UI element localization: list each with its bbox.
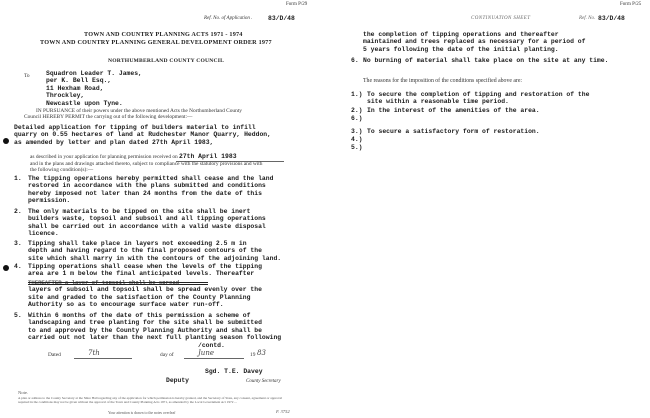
reasons-heading: The reasons for the imposition of the conditions specified above are: bbox=[363, 78, 523, 84]
continuation-label: CONTINUATION SHEET bbox=[471, 16, 531, 21]
continuation-sheet-page: Form P/25 CONTINUATION SHEET Ref. No. 83/D/48 the completion of tipping operations and thereafter maintained and trees replaced as necessary for a period of 5 years following the date of the initial planting. 6. No burning of material shall take place on the site at any time. The reasons for the imposition of the conditions specified above are: 1.) To secure the completion of tipping and restoration of the site within a reasonable time period. 2.) In the interest of the amenities of the area. 6.) 3.) To secure a satisfactory form of restoration. 4.) 5.) bbox=[333, 0, 650, 418]
strike-through bbox=[28, 284, 208, 285]
punch-hole bbox=[3, 265, 9, 271]
underline bbox=[74, 358, 132, 359]
dated-month: June bbox=[198, 349, 214, 357]
pursuance-paragraph: IN PURSUANCE of their powers under the above mentioned Acts the Northumberland County Council HEREBY PERMIT the carrying out of the following development:— bbox=[24, 108, 243, 121]
reason-5: 5.) bbox=[351, 144, 363, 151]
address-line: 11 Hexham Road, bbox=[46, 84, 104, 92]
described-label: as described in your application for planning permission received on bbox=[30, 154, 178, 160]
underline bbox=[184, 358, 244, 359]
address-line: Throckley, bbox=[46, 92, 85, 100]
reason-4: 4.) bbox=[351, 136, 363, 143]
note-label: Note. bbox=[18, 390, 29, 395]
development-description: Detailed application for tipping of builders material to infill quarry on 0.55 hectares of land at Rudchester Manor Quarry, Heddon, as amended by letter and plan dated 27th April 1983, bbox=[14, 124, 271, 146]
year-prefix: 19 bbox=[250, 352, 256, 358]
footnote: A plan or address to the County Secretary at the Shire Hall regarding any of the application for which permission is hereby granted, and the Secretary of State, any consent, agreement or approval required in the conditions may not be given without the approval of the Town and County Planning Acts 1971, as amended by the Local Government Act 1972 ... bbox=[18, 396, 283, 404]
continued-condition: the completion of tipping operations and thereafter maintained and trees replaced as necessary for a period of 5 years following the date of the initial planting. bbox=[363, 31, 586, 53]
condition-6-text: No burning of material shall take place on the site at any time. bbox=[363, 57, 609, 64]
address-line: per K. Bell Esq., bbox=[46, 77, 112, 85]
dated-label: Dated bbox=[48, 352, 61, 358]
acts-heading: TOWN AND COUNTRY PLANNING ACTS 1971 - 1974 bbox=[84, 31, 243, 38]
permission-notice-page: Form P/29 Ref. No. of Application . 83/D/48 TOWN AND COUNTRY PLANNING ACTS 1971 - 1974 TOWN AND COUNTRY PLANNING GENERAL DEVELOPMENT ORDER 1977 NORTHUMBERLAND COUNTY COUNCIL To Squadron Leader T. James, per K. Bell Esq., 11 Hexham Road, Throckley, Newcastle upon Tyne. IN PURSUANCE of their powers under the above mentioned Acts the Northumberland County Council HEREBY PERMIT the carrying out of the following development:— Detailed application for tipping of builders material to infill quarry on 0.55 hectares of land at Rudchester Manor Quarry, Heddon, as amended by letter and plan dated 27th April 1983, as described in your application for planning permission received on 27th April 1983 and in the plans and drawings attached thereto, subject to compliance with the statutory provisions and with the following condition(s):— 1. The tipping operations hereby permitted shall cease and the land restored in accordance with the plans submitted and conditions hereby imposed not later than 24 months from the date of this permission. 2. The only materials to be tipped on the site shall be inert builders waste, topsoil and subsoil and all tipping operations shall be carried out in accordance with a valid waste disposal licence. 3. Tipping shall take place in layers not exceeding 2.5 m in depth and having regard to the final proposed contours of the site which shall marry in with the contours of the adjoining land. 4. Tipping operations shall cease when the levels of the tipping area are 1 m below the final anticipated levels. Thereafter THEREAFTER a layer of topsoil shall be spread layers of subsoil and topsoil shall be spread evenly over the site and graded to the satisfaction of the County Planning Authority so as to encourage surface water run-off. 5. Within 6 months of the date of this permission a scheme of landscaping and tree planting for the site shall be submitted to and approved by the County Planning Authority and shall be carried out not later than the next full planting season following /contd. Dated 7th day of June 19 83 Sgd. T.E. Davey Deputy County Secretary Note. A plan or address to the County Secretary at the Shire Hall regarding any of the application for which permission is hereby granted, and the Secretary of State, any consent, agreement or approval required in the conditions may not be given without the approval of the Town and County Planning Acts 1971, as amended by the Local Government Act 1972 ... Your attention is drawn to the notes overleaf F. 3752 bbox=[0, 0, 316, 418]
drawings-paragraph: and in the plans and drawings attached thereto, subject to compliance with the statutory provisions and with the following condition(s):— bbox=[30, 161, 263, 174]
reason-6: 6.) bbox=[351, 115, 363, 122]
page-gutter bbox=[316, 0, 333, 418]
day-of-label: day of bbox=[160, 352, 174, 358]
punch-hole bbox=[3, 138, 9, 144]
form-number: Form P/29 bbox=[286, 2, 308, 7]
address-line: Squadron Leader T. James, bbox=[46, 70, 142, 77]
ref-label: Ref. No. of Application . bbox=[204, 16, 253, 21]
applicant-address bbox=[46, 70, 142, 107]
condition-4-continued: THEREAFTER a layer of topsoil shall be spread layers of subsoil and topsoil shall be spread evenly over the site and graded to the satisfaction of the County Planning Authority so as to encourage surface water run-off. bbox=[28, 279, 262, 309]
condition-6-number: 6. bbox=[351, 57, 359, 64]
year-suffix: 83 bbox=[257, 349, 266, 357]
struck-line: THEREAFTER a layer of topsoil shall be spread bbox=[28, 279, 180, 286]
form-number: Form P/25 bbox=[620, 2, 642, 7]
address-line: Newcastle upon Tyne. bbox=[46, 99, 123, 107]
ref-value: 83/D/48 bbox=[598, 15, 625, 22]
strike-through bbox=[28, 282, 208, 283]
county-secretary-label: County Secretary bbox=[246, 379, 281, 384]
to-label: To bbox=[24, 73, 30, 79]
ref-value: 83/D/48 bbox=[268, 15, 295, 22]
ref-label: Ref. No. bbox=[579, 16, 596, 21]
council-name: NORTHUMBERLAND COUNTY COUNCIL bbox=[108, 58, 225, 64]
deputy-label: Deputy bbox=[166, 377, 190, 384]
signature: Sgd. T.E. Davey bbox=[205, 368, 263, 375]
received-date: 27th April 1983 bbox=[179, 153, 237, 160]
order-heading: TOWN AND COUNTRY PLANNING GENERAL DEVELOPMENT ORDER 1977 bbox=[40, 39, 272, 46]
bottom-note: Your attention is drawn to the notes overleaf bbox=[108, 411, 176, 415]
bottom-mark: F. 3752 bbox=[276, 409, 290, 414]
dated-day: 7th bbox=[88, 349, 100, 357]
